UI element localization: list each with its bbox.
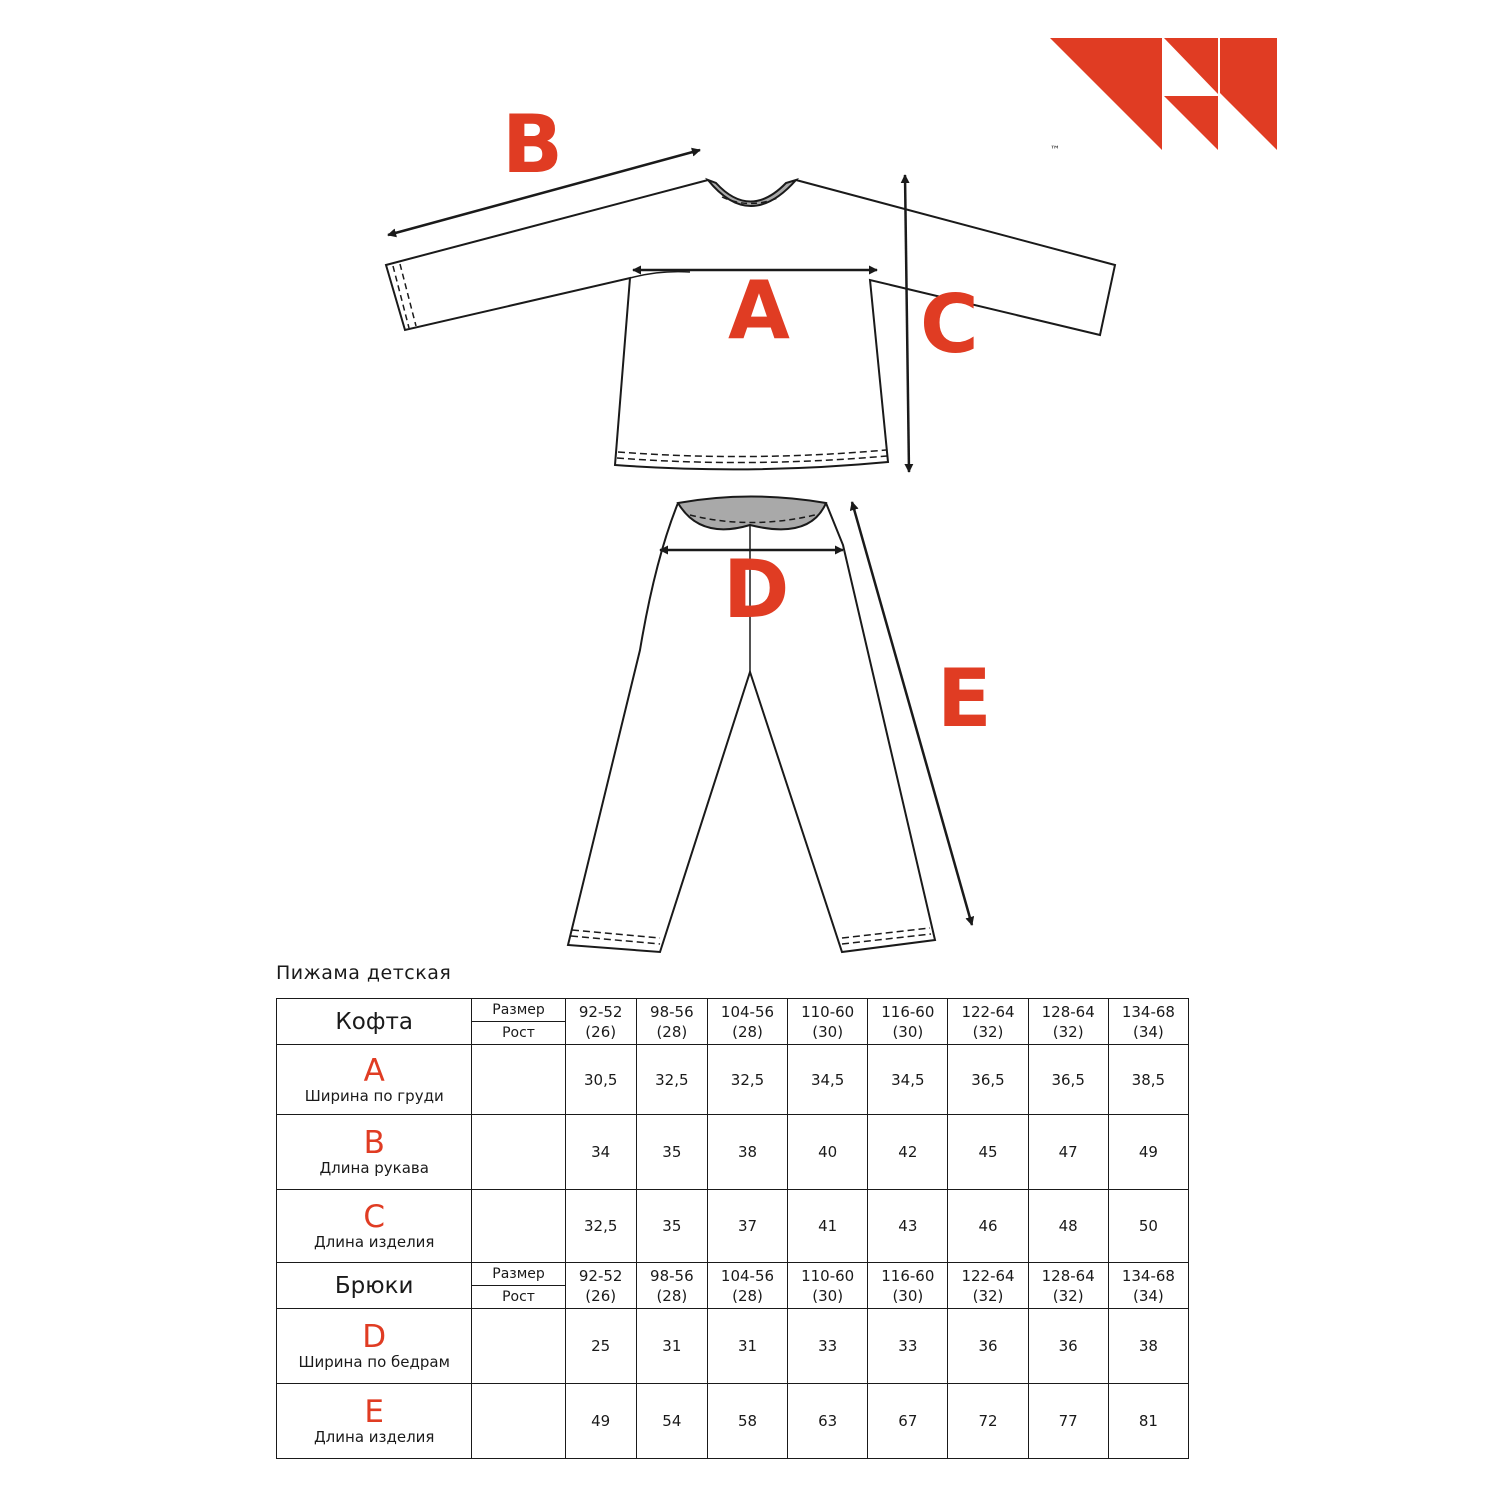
- measurement-value: 38: [1108, 1309, 1188, 1384]
- diagram-label-a: A: [728, 264, 790, 357]
- measurement-value: 38,5: [1108, 1045, 1188, 1115]
- measurement-label-cell: [277, 1384, 472, 1459]
- measurement-value: 81: [1108, 1384, 1188, 1459]
- measurement-value: 45: [948, 1115, 1028, 1190]
- size-column-header: [868, 999, 948, 1045]
- size-column-header: [948, 1263, 1028, 1309]
- measurement-value: 38: [707, 1115, 787, 1190]
- measurement-value: 72: [948, 1384, 1028, 1459]
- size-column-header: [788, 999, 868, 1045]
- size-column-header: [636, 999, 707, 1045]
- measurement-value: 41: [788, 1190, 868, 1263]
- brand-logo: [1050, 38, 1277, 150]
- measurement-value: 54: [636, 1384, 707, 1459]
- measurement-value: 35: [636, 1115, 707, 1190]
- measurement-letter: B: [363, 1125, 385, 1161]
- measurement-label-cell: [277, 1190, 472, 1263]
- section-header-row: [277, 999, 1189, 1022]
- height-value: (34): [1132, 1022, 1164, 1041]
- height-value: (32): [972, 1286, 1004, 1305]
- size-value: 122-64: [961, 1002, 1015, 1021]
- measurement-letter: E: [364, 1394, 384, 1430]
- size-value: 134-68: [1121, 1266, 1175, 1285]
- height-value: (28): [732, 1022, 763, 1041]
- section-header-row: [277, 1263, 1189, 1286]
- measurement-label-cell: [277, 1309, 472, 1384]
- measurement-name: Длина рукава: [319, 1159, 429, 1177]
- measurement-value: 50: [1108, 1190, 1188, 1263]
- empty-cell: [472, 1190, 565, 1263]
- empty-cell: [472, 1115, 565, 1190]
- measurement-value: 31: [636, 1309, 707, 1384]
- height-value: (32): [972, 1022, 1004, 1041]
- height-value: (26): [585, 1022, 617, 1041]
- size-column-header: [1028, 1263, 1108, 1309]
- measurement-value: 25: [565, 1309, 636, 1384]
- measurement-value: 42: [868, 1115, 948, 1190]
- measurement-value: 48: [1028, 1190, 1108, 1263]
- size-value: 116-60: [881, 1002, 935, 1021]
- measurement-row: [277, 1115, 1189, 1190]
- size-value: 134-68: [1121, 1002, 1175, 1021]
- measurement-name: Длина изделия: [313, 1428, 435, 1446]
- size-header: Размер: [472, 1263, 565, 1286]
- height-value: (26): [585, 1286, 617, 1305]
- height-value: (32): [1052, 1022, 1084, 1041]
- measurement-value: 58: [707, 1384, 787, 1459]
- empty-cell: [472, 1384, 565, 1459]
- height-value: (30): [812, 1022, 844, 1041]
- measurement-value: 40: [788, 1115, 868, 1190]
- measurement-name: Ширина по бедрам: [298, 1353, 450, 1371]
- measurement-value: 47: [1028, 1115, 1108, 1190]
- measurement-value: 30,5: [565, 1045, 636, 1115]
- size-column-header: [565, 1263, 636, 1309]
- measurement-value: 35: [636, 1190, 707, 1263]
- measurement-name: Длина изделия: [313, 1233, 435, 1251]
- measurement-row: [277, 1045, 1189, 1115]
- size-value: 104-56: [720, 1266, 775, 1285]
- measurement-row: [277, 1309, 1189, 1384]
- measurement-value: 63: [788, 1384, 868, 1459]
- size-value: 122-64: [961, 1266, 1015, 1285]
- size-value: 98-56: [650, 1266, 694, 1285]
- measurement-value: 34,5: [868, 1045, 948, 1115]
- height-value: (30): [892, 1286, 924, 1305]
- size-column-header: [1108, 1263, 1188, 1309]
- height-value: (28): [732, 1286, 763, 1305]
- height-value: (32): [1052, 1286, 1084, 1305]
- height-value: (28): [656, 1022, 688, 1041]
- size-value: 92-52: [578, 1002, 623, 1021]
- measurement-value: 32,5: [565, 1190, 636, 1263]
- section-title: Брюки: [277, 1263, 472, 1309]
- diagram-label-c: C: [920, 278, 979, 371]
- measurement-letter: D: [362, 1319, 387, 1355]
- size-header: Размер: [472, 999, 565, 1022]
- size-value: 128-64: [1041, 1266, 1095, 1285]
- measurement-value: 37: [707, 1190, 787, 1263]
- size-value: 98-56: [650, 1002, 694, 1021]
- measurement-value: 34: [565, 1115, 636, 1190]
- size-value: 128-64: [1041, 1002, 1095, 1021]
- height-value: (30): [892, 1022, 924, 1041]
- height-value: (30): [812, 1286, 844, 1305]
- measurement-value: 67: [868, 1384, 948, 1459]
- size-column-header: [1028, 999, 1108, 1045]
- height-value: (28): [656, 1286, 688, 1305]
- measurement-label-cell: [277, 1115, 472, 1190]
- size-column-header: [707, 1263, 787, 1309]
- size-value: 92-52: [578, 1266, 623, 1285]
- measurement-value: 49: [565, 1384, 636, 1459]
- measurement-value: 36,5: [948, 1045, 1028, 1115]
- trademark-mark: ™: [1050, 145, 1060, 156]
- measurement-value: 49: [1108, 1115, 1188, 1190]
- measurement-value: 36: [948, 1309, 1028, 1384]
- measurement-letter: A: [363, 1052, 385, 1089]
- section-title: Кофта: [277, 999, 472, 1045]
- measurement-value: 32,5: [707, 1045, 787, 1115]
- height-header: Рост: [472, 1022, 565, 1045]
- size-chart-table: [276, 998, 1189, 1459]
- measurement-value: 33: [868, 1309, 948, 1384]
- size-column-header: [565, 999, 636, 1045]
- empty-cell: [472, 1309, 565, 1384]
- diagram-label-d: D: [723, 543, 790, 636]
- measurement-row: [277, 1190, 1189, 1263]
- document-title: Пижама детская: [276, 962, 452, 984]
- empty-cell: [472, 1045, 565, 1115]
- size-value: 110-60: [801, 1266, 855, 1285]
- measurement-value: 46: [948, 1190, 1028, 1263]
- measurement-value: 36: [1028, 1309, 1108, 1384]
- size-column-header: [707, 999, 787, 1045]
- size-column-header: [1108, 999, 1188, 1045]
- size-value: 116-60: [881, 1266, 935, 1285]
- size-column-header: [788, 1263, 868, 1309]
- measurement-value: 43: [868, 1190, 948, 1263]
- size-column-header: [948, 999, 1028, 1045]
- measurement-value: 32,5: [636, 1045, 707, 1115]
- size-value: 110-60: [801, 1002, 855, 1021]
- diagram-label-e: E: [937, 652, 992, 745]
- measurement-value: 33: [788, 1309, 868, 1384]
- measurement-row: [277, 1384, 1189, 1459]
- measurement-value: 77: [1028, 1384, 1108, 1459]
- size-column-header: [868, 1263, 948, 1309]
- measurement-value: 31: [707, 1309, 787, 1384]
- measurement-name: Ширина по груди: [304, 1086, 444, 1105]
- measurement-label-cell: [277, 1045, 472, 1115]
- size-column-header: [636, 1263, 707, 1309]
- height-value: (34): [1132, 1286, 1164, 1305]
- measurement-value: 34,5: [788, 1045, 868, 1115]
- measurement-letter: C: [363, 1199, 386, 1235]
- measurement-value: 36,5: [1028, 1045, 1108, 1115]
- diagram-label-b: B: [502, 98, 563, 191]
- arrow-c: [905, 175, 909, 472]
- height-header: Рост: [472, 1286, 565, 1309]
- size-value: 104-56: [720, 1002, 775, 1021]
